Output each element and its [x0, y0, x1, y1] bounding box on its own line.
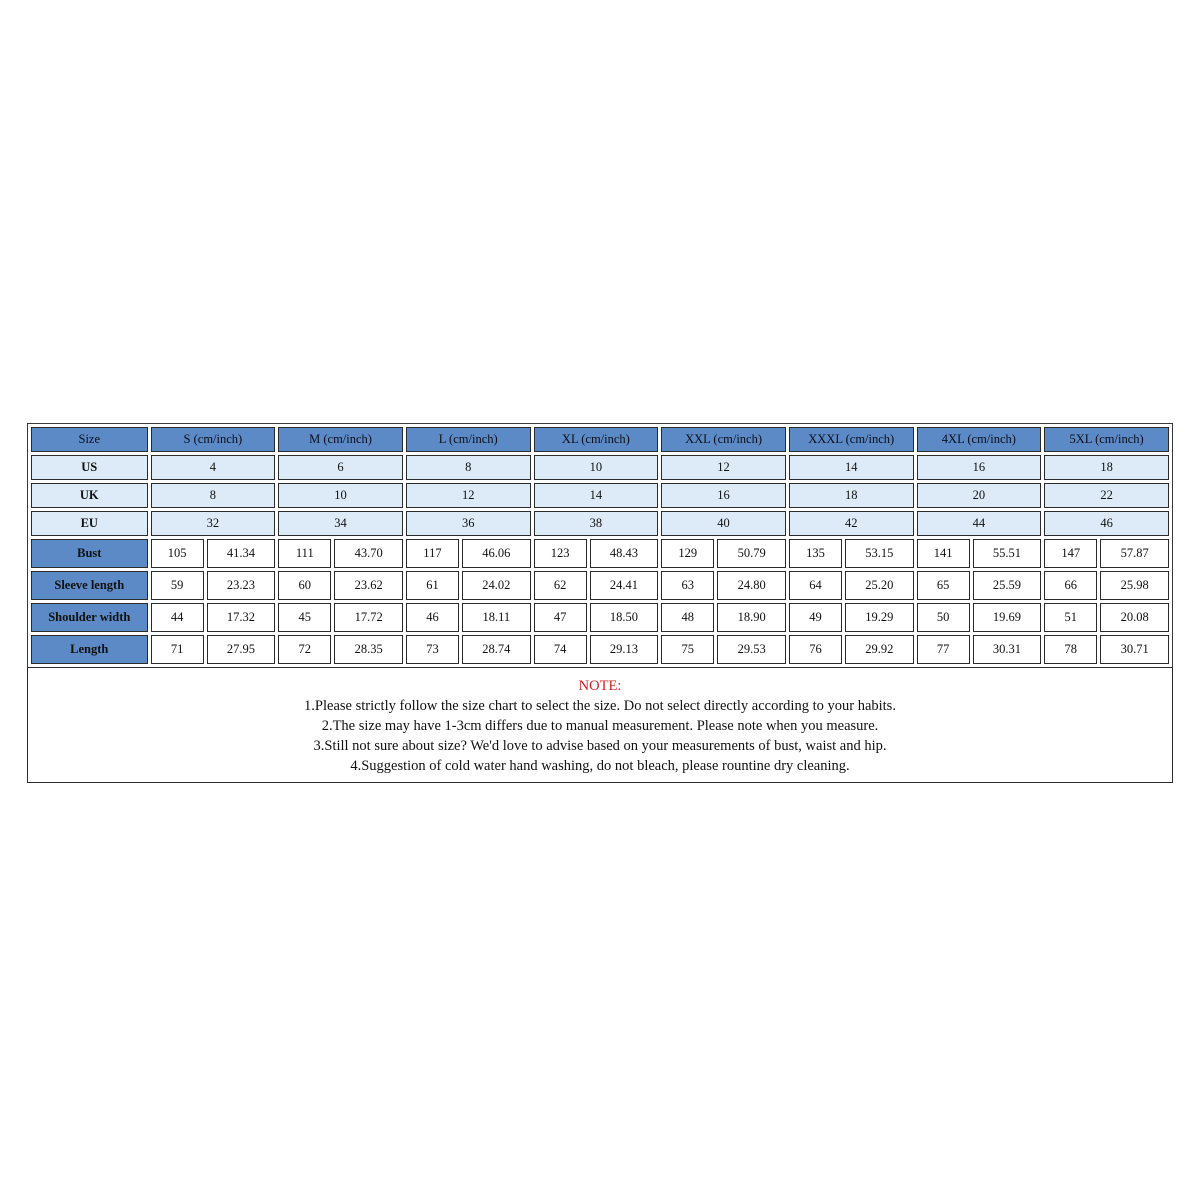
- table-cell: 117: [406, 539, 459, 568]
- row-label: Length: [31, 635, 148, 664]
- table-cell: 74: [534, 635, 587, 664]
- table-cell: 49: [789, 603, 842, 632]
- table-cell: 43.70: [334, 539, 403, 568]
- table-cell: 24.41: [590, 571, 659, 600]
- note-line: 3.Still not sure about size? We'd love to advise based on your measurements of bust, waist and hip.: [313, 738, 887, 754]
- table-cell: 50: [917, 603, 970, 632]
- row-label: Sleeve length: [31, 571, 148, 600]
- table-cell: 48.43: [590, 539, 659, 568]
- table-cell: 29.53: [717, 635, 786, 664]
- table-cell: 64: [789, 571, 842, 600]
- table-cell: 24.02: [462, 571, 531, 600]
- table-cell: 65: [917, 571, 970, 600]
- table-cell: 18: [789, 483, 914, 508]
- conversion-row: [31, 511, 1169, 536]
- table-cell: 48: [661, 603, 714, 632]
- table-cell: 78: [1044, 635, 1097, 664]
- row-label: Shoulder width: [31, 603, 148, 632]
- table-cell: 51: [1044, 603, 1097, 632]
- table-cell: 30.31: [973, 635, 1042, 664]
- table-cell: 34: [278, 511, 403, 536]
- table-cell: 135: [789, 539, 842, 568]
- size-column-header: XXL (cm/inch): [661, 427, 786, 452]
- table-cell: 77: [917, 635, 970, 664]
- table-cell: 10: [278, 483, 403, 508]
- table-cell: 28.74: [462, 635, 531, 664]
- size-table: [27, 423, 1173, 668]
- table-cell: 42: [789, 511, 914, 536]
- table-cell: 10: [534, 455, 659, 480]
- table-cell: 27.95: [207, 635, 276, 664]
- table-cell: 18.50: [590, 603, 659, 632]
- table-cell: 22: [1044, 483, 1169, 508]
- note-line: 1.Please strictly follow the size chart to select the size. Do not select directly according to your habits.: [304, 698, 896, 714]
- table-cell: 6: [278, 455, 403, 480]
- table-cell: 45: [278, 603, 331, 632]
- table-cell: 29.92: [845, 635, 914, 664]
- table-cell: 61: [406, 571, 459, 600]
- table-cell: 66: [1044, 571, 1097, 600]
- size-header-cell: Size: [31, 427, 148, 452]
- measurement-row: [31, 635, 1169, 664]
- table-cell: 12: [406, 483, 531, 508]
- table-cell: 17.72: [334, 603, 403, 632]
- table-cell: 36: [406, 511, 531, 536]
- size-column-header: L (cm/inch): [406, 427, 531, 452]
- table-cell: 14: [534, 483, 659, 508]
- row-label: EU: [31, 511, 148, 536]
- table-cell: 123: [534, 539, 587, 568]
- table-cell: 55.51: [973, 539, 1042, 568]
- table-cell: 147: [1044, 539, 1097, 568]
- table-cell: 20: [917, 483, 1042, 508]
- table-cell: 57.87: [1100, 539, 1169, 568]
- table-cell: 129: [661, 539, 714, 568]
- table-cell: 46: [1044, 511, 1169, 536]
- table-cell: 23.23: [207, 571, 276, 600]
- table-cell: 14: [789, 455, 914, 480]
- table-cell: 18.90: [717, 603, 786, 632]
- table-cell: 44: [917, 511, 1042, 536]
- table-cell: 44: [151, 603, 204, 632]
- table-cell: 53.15: [845, 539, 914, 568]
- row-label: US: [31, 455, 148, 480]
- measurement-row: [31, 571, 1169, 600]
- table-cell: 38: [534, 511, 659, 536]
- table-cell: 40: [661, 511, 786, 536]
- table-cell: 75: [661, 635, 714, 664]
- table-cell: 25.20: [845, 571, 914, 600]
- size-column-header: M (cm/inch): [278, 427, 403, 452]
- table-cell: 16: [917, 455, 1042, 480]
- table-cell: 76: [789, 635, 842, 664]
- table-cell: 16: [661, 483, 786, 508]
- size-column-header: XXXL (cm/inch): [789, 427, 914, 452]
- size-chart: [27, 423, 1173, 783]
- table-cell: 17.32: [207, 603, 276, 632]
- table-cell: 62: [534, 571, 587, 600]
- table-cell: 20.08: [1100, 603, 1169, 632]
- table-cell: 28.35: [334, 635, 403, 664]
- table-cell: 41.34: [207, 539, 276, 568]
- table-cell: 111: [278, 539, 331, 568]
- measurement-row: [31, 539, 1169, 568]
- table-cell: 8: [151, 483, 276, 508]
- table-cell: 25.98: [1100, 571, 1169, 600]
- table-cell: 72: [278, 635, 331, 664]
- table-cell: 23.62: [334, 571, 403, 600]
- size-column-header: S (cm/inch): [151, 427, 276, 452]
- table-cell: 71: [151, 635, 204, 664]
- table-cell: 12: [661, 455, 786, 480]
- row-label: Bust: [31, 539, 148, 568]
- conversion-row: [31, 483, 1169, 508]
- table-cell: 73: [406, 635, 459, 664]
- table-cell: 4: [151, 455, 276, 480]
- table-cell: 59: [151, 571, 204, 600]
- table-cell: 24.80: [717, 571, 786, 600]
- table-cell: 32: [151, 511, 276, 536]
- table-cell: 18: [1044, 455, 1169, 480]
- table-cell: 46.06: [462, 539, 531, 568]
- table-cell: 29.13: [590, 635, 659, 664]
- note-box: [27, 667, 1173, 783]
- table-cell: 60: [278, 571, 331, 600]
- note-title: NOTE:: [578, 678, 622, 694]
- table-cell: 105: [151, 539, 204, 568]
- table-cell: 50.79: [717, 539, 786, 568]
- table-cell: 30.71: [1100, 635, 1169, 664]
- table-cell: 19.29: [845, 603, 914, 632]
- note-line: 2.The size may have 1-3cm differs due to manual measurement. Please note when you measure.: [321, 718, 879, 734]
- size-column-header: XL (cm/inch): [534, 427, 659, 452]
- note-line: 4.Suggestion of cold water hand washing, do not bleach, please rountine dry cleaning.: [350, 758, 850, 774]
- table-cell: 8: [406, 455, 531, 480]
- table-cell: 25.59: [973, 571, 1042, 600]
- table-cell: 19.69: [973, 603, 1042, 632]
- conversion-row: [31, 455, 1169, 480]
- table-cell: 46: [406, 603, 459, 632]
- table-cell: 63: [661, 571, 714, 600]
- table-cell: 18.11: [462, 603, 531, 632]
- size-column-header: 4XL (cm/inch): [917, 427, 1042, 452]
- measurement-row: [31, 603, 1169, 632]
- table-cell: 141: [917, 539, 970, 568]
- size-column-header: 5XL (cm/inch): [1044, 427, 1169, 452]
- row-label: UK: [31, 483, 148, 508]
- header-row: [31, 427, 1169, 452]
- table-cell: 47: [534, 603, 587, 632]
